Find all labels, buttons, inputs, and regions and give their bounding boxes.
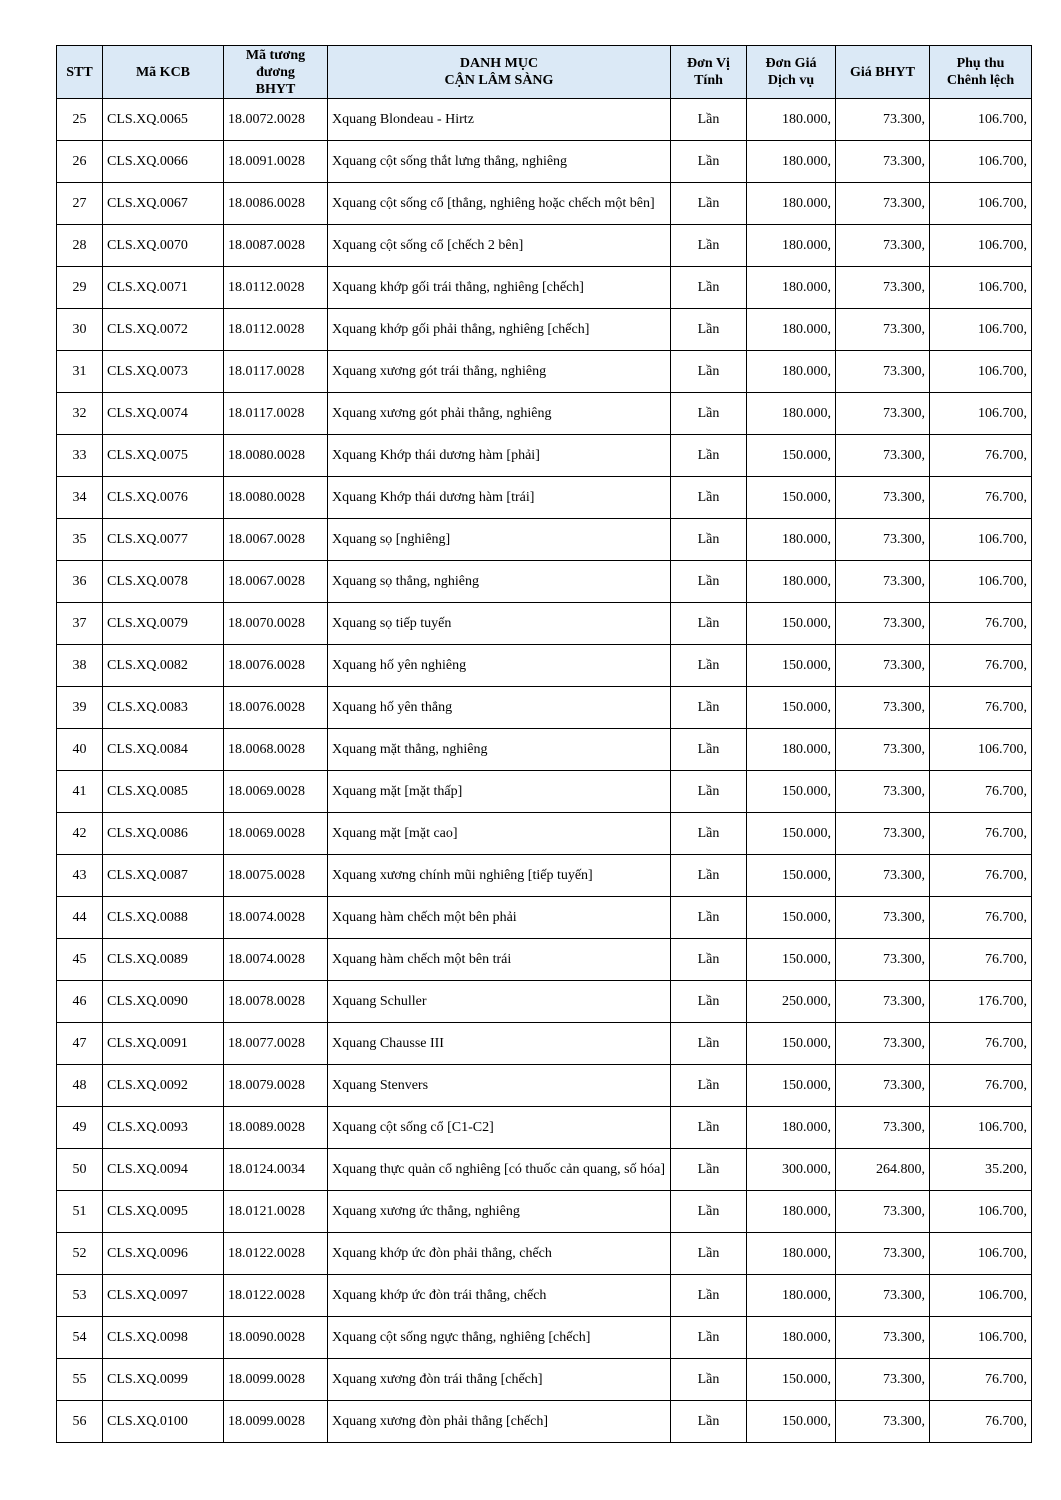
cell-stt: 31 <box>57 351 103 393</box>
cell-don-gia: 150.000, <box>747 939 836 981</box>
cell-stt: 54 <box>57 1317 103 1359</box>
table-row <box>57 1023 1032 1065</box>
header-don-vi: Đơn Vị Tính <box>671 46 747 99</box>
cell-ma-kcb: CLS.XQ.0079 <box>103 603 224 645</box>
cell-stt: 35 <box>57 519 103 561</box>
cell-phu-thu: 106.700, <box>930 267 1032 309</box>
cell-danh-muc: Xquang Stenvers <box>328 1065 671 1107</box>
table-row <box>57 99 1032 141</box>
cell-phu-thu: 106.700, <box>930 519 1032 561</box>
cell-phu-thu: 106.700, <box>930 1317 1032 1359</box>
cell-don-vi: Lần <box>671 561 747 603</box>
cell-don-gia: 150.000, <box>747 1401 836 1443</box>
cell-ma-kcb: CLS.XQ.0099 <box>103 1359 224 1401</box>
cell-ma-bhyt: 18.0121.0028 <box>224 1191 328 1233</box>
table-row <box>57 645 1032 687</box>
cell-gia-bhyt: 73.300, <box>836 141 930 183</box>
cell-ma-kcb: CLS.XQ.0073 <box>103 351 224 393</box>
cell-danh-muc: Xquang xương đòn phải thẳng [chếch] <box>328 1401 671 1443</box>
cell-ma-bhyt: 18.0087.0028 <box>224 225 328 267</box>
cell-ma-kcb: CLS.XQ.0067 <box>103 183 224 225</box>
cell-don-vi: Lần <box>671 1359 747 1401</box>
cell-phu-thu: 76.700, <box>930 813 1032 855</box>
cell-stt: 32 <box>57 393 103 435</box>
cell-ma-bhyt: 18.0080.0028 <box>224 477 328 519</box>
cell-ma-bhyt: 18.0074.0028 <box>224 897 328 939</box>
cell-phu-thu: 106.700, <box>930 99 1032 141</box>
cell-gia-bhyt: 73.300, <box>836 99 930 141</box>
cell-stt: 29 <box>57 267 103 309</box>
price-table <box>56 45 1032 1443</box>
cell-gia-bhyt: 264.800, <box>836 1149 930 1191</box>
cell-don-gia: 150.000, <box>747 603 836 645</box>
cell-gia-bhyt: 73.300, <box>836 855 930 897</box>
cell-ma-bhyt: 18.0112.0028 <box>224 267 328 309</box>
cell-danh-muc: Xquang thực quản cổ nghiêng [có thuốc cản quang, số hóa] <box>328 1149 671 1191</box>
cell-phu-thu: 106.700, <box>930 309 1032 351</box>
cell-danh-muc: Xquang hố yên thẳng <box>328 687 671 729</box>
cell-stt: 38 <box>57 645 103 687</box>
cell-gia-bhyt: 73.300, <box>836 1191 930 1233</box>
cell-ma-kcb: CLS.XQ.0075 <box>103 435 224 477</box>
cell-ma-kcb: CLS.XQ.0082 <box>103 645 224 687</box>
table-row <box>57 1149 1032 1191</box>
cell-danh-muc: Xquang khớp ức đòn phải thẳng, chếch <box>328 1233 671 1275</box>
table-row <box>57 813 1032 855</box>
cell-don-vi: Lần <box>671 1275 747 1317</box>
cell-phu-thu: 76.700, <box>930 771 1032 813</box>
cell-ma-bhyt: 18.0112.0028 <box>224 309 328 351</box>
cell-danh-muc: Xquang mặt [mặt cao] <box>328 813 671 855</box>
cell-danh-muc: Xquang Khớp thái dương hàm [phải] <box>328 435 671 477</box>
cell-don-vi: Lần <box>671 771 747 813</box>
cell-phu-thu: 106.700, <box>930 729 1032 771</box>
cell-ma-kcb: CLS.XQ.0074 <box>103 393 224 435</box>
cell-phu-thu: 106.700, <box>930 1233 1032 1275</box>
cell-don-vi: Lần <box>671 981 747 1023</box>
cell-don-vi: Lần <box>671 435 747 477</box>
cell-phu-thu: 106.700, <box>930 1107 1032 1149</box>
cell-ma-kcb: CLS.XQ.0078 <box>103 561 224 603</box>
table-row <box>57 855 1032 897</box>
cell-stt: 42 <box>57 813 103 855</box>
cell-ma-bhyt: 18.0079.0028 <box>224 1065 328 1107</box>
header-danh-muc: DANH MỤC CẬN LÂM SÀNG <box>328 46 671 99</box>
table-row <box>57 1401 1032 1443</box>
cell-don-vi: Lần <box>671 897 747 939</box>
cell-ma-kcb: CLS.XQ.0095 <box>103 1191 224 1233</box>
cell-danh-muc: Xquang khớp gối trái thẳng, nghiêng [chếch] <box>328 267 671 309</box>
cell-danh-muc: Xquang sọ tiếp tuyến <box>328 603 671 645</box>
cell-stt: 48 <box>57 1065 103 1107</box>
cell-don-gia: 300.000, <box>747 1149 836 1191</box>
header-phu-thu: Phụ thu Chênh lệch <box>930 46 1032 99</box>
cell-stt: 41 <box>57 771 103 813</box>
cell-ma-bhyt: 18.0117.0028 <box>224 351 328 393</box>
cell-stt: 45 <box>57 939 103 981</box>
cell-danh-muc: Xquang mặt [mặt thấp] <box>328 771 671 813</box>
cell-ma-bhyt: 18.0086.0028 <box>224 183 328 225</box>
table-row <box>57 1107 1032 1149</box>
cell-don-vi: Lần <box>671 645 747 687</box>
cell-don-gia: 250.000, <box>747 981 836 1023</box>
cell-danh-muc: Xquang khớp gối phải thẳng, nghiêng [chếch] <box>328 309 671 351</box>
cell-stt: 52 <box>57 1233 103 1275</box>
table-row <box>57 897 1032 939</box>
cell-ma-bhyt: 18.0099.0028 <box>224 1359 328 1401</box>
cell-ma-bhyt: 18.0069.0028 <box>224 813 328 855</box>
cell-stt: 46 <box>57 981 103 1023</box>
cell-danh-muc: Xquang cột sống cổ [thẳng, nghiêng hoặc chếch một bên] <box>328 183 671 225</box>
cell-phu-thu: 76.700, <box>930 435 1032 477</box>
cell-ma-bhyt: 18.0122.0028 <box>224 1233 328 1275</box>
cell-don-vi: Lần <box>671 1065 747 1107</box>
table-row <box>57 393 1032 435</box>
cell-ma-kcb: CLS.XQ.0096 <box>103 1233 224 1275</box>
cell-don-gia: 180.000, <box>747 225 836 267</box>
cell-ma-bhyt: 18.0089.0028 <box>224 1107 328 1149</box>
cell-ma-bhyt: 18.0068.0028 <box>224 729 328 771</box>
cell-stt: 36 <box>57 561 103 603</box>
cell-phu-thu: 106.700, <box>930 1275 1032 1317</box>
cell-ma-bhyt: 18.0080.0028 <box>224 435 328 477</box>
cell-phu-thu: 76.700, <box>930 603 1032 645</box>
table-row <box>57 771 1032 813</box>
header-stt: STT <box>57 46 103 99</box>
cell-ma-bhyt: 18.0074.0028 <box>224 939 328 981</box>
table-row <box>57 1065 1032 1107</box>
cell-danh-muc: Xquang Chausse III <box>328 1023 671 1065</box>
cell-don-gia: 180.000, <box>747 1191 836 1233</box>
cell-gia-bhyt: 73.300, <box>836 351 930 393</box>
cell-danh-muc: Xquang xương gót trái thẳng, nghiêng <box>328 351 671 393</box>
cell-stt: 40 <box>57 729 103 771</box>
cell-stt: 26 <box>57 141 103 183</box>
cell-danh-muc: Xquang xương ức thẳng, nghiêng <box>328 1191 671 1233</box>
cell-ma-bhyt: 18.0067.0028 <box>224 561 328 603</box>
cell-phu-thu: 106.700, <box>930 225 1032 267</box>
cell-stt: 33 <box>57 435 103 477</box>
table-row <box>57 267 1032 309</box>
cell-gia-bhyt: 73.300, <box>836 771 930 813</box>
header-row <box>57 46 1032 99</box>
table-row <box>57 141 1032 183</box>
cell-ma-kcb: CLS.XQ.0093 <box>103 1107 224 1149</box>
cell-ma-bhyt: 18.0075.0028 <box>224 855 328 897</box>
cell-ma-bhyt: 18.0091.0028 <box>224 141 328 183</box>
cell-gia-bhyt: 73.300, <box>836 561 930 603</box>
cell-ma-kcb: CLS.XQ.0090 <box>103 981 224 1023</box>
table-row <box>57 1359 1032 1401</box>
cell-don-vi: Lần <box>671 351 747 393</box>
cell-don-vi: Lần <box>671 477 747 519</box>
cell-ma-bhyt: 18.0070.0028 <box>224 603 328 645</box>
cell-ma-kcb: CLS.XQ.0084 <box>103 729 224 771</box>
cell-phu-thu: 76.700, <box>930 1023 1032 1065</box>
cell-ma-kcb: CLS.XQ.0098 <box>103 1317 224 1359</box>
cell-danh-muc: Xquang mặt thẳng, nghiêng <box>328 729 671 771</box>
cell-ma-kcb: CLS.XQ.0083 <box>103 687 224 729</box>
cell-danh-muc: Xquang hố yên nghiêng <box>328 645 671 687</box>
cell-don-gia: 180.000, <box>747 351 836 393</box>
cell-ma-bhyt: 18.0124.0034 <box>224 1149 328 1191</box>
cell-phu-thu: 76.700, <box>930 687 1032 729</box>
cell-ma-bhyt: 18.0067.0028 <box>224 519 328 561</box>
table-row <box>57 729 1032 771</box>
cell-stt: 55 <box>57 1359 103 1401</box>
table-body <box>57 99 1032 1443</box>
cell-stt: 25 <box>57 99 103 141</box>
cell-gia-bhyt: 73.300, <box>836 1401 930 1443</box>
header-gia-bhyt: Giá BHYT <box>836 46 930 99</box>
table-row <box>57 1191 1032 1233</box>
cell-phu-thu: 76.700, <box>930 1065 1032 1107</box>
cell-don-vi: Lần <box>671 603 747 645</box>
cell-don-gia: 180.000, <box>747 99 836 141</box>
cell-gia-bhyt: 73.300, <box>836 603 930 645</box>
table-row <box>57 1317 1032 1359</box>
cell-ma-kcb: CLS.XQ.0091 <box>103 1023 224 1065</box>
cell-don-vi: Lần <box>671 141 747 183</box>
cell-ma-kcb: CLS.XQ.0072 <box>103 309 224 351</box>
cell-don-vi: Lần <box>671 225 747 267</box>
cell-stt: 44 <box>57 897 103 939</box>
cell-danh-muc: Xquang cột sống cổ [chếch 2 bên] <box>328 225 671 267</box>
cell-ma-kcb: CLS.XQ.0070 <box>103 225 224 267</box>
cell-don-gia: 150.000, <box>747 813 836 855</box>
cell-gia-bhyt: 73.300, <box>836 1275 930 1317</box>
cell-danh-muc: Xquang xương gót phải thẳng, nghiêng <box>328 393 671 435</box>
cell-don-gia: 150.000, <box>747 1359 836 1401</box>
cell-gia-bhyt: 73.300, <box>836 225 930 267</box>
cell-don-vi: Lần <box>671 1401 747 1443</box>
cell-ma-kcb: CLS.XQ.0085 <box>103 771 224 813</box>
cell-danh-muc: Xquang cột sống ngực thẳng, nghiêng [chếch] <box>328 1317 671 1359</box>
cell-ma-bhyt: 18.0076.0028 <box>224 645 328 687</box>
cell-ma-bhyt: 18.0078.0028 <box>224 981 328 1023</box>
cell-stt: 39 <box>57 687 103 729</box>
table-row <box>57 981 1032 1023</box>
cell-don-gia: 150.000, <box>747 477 836 519</box>
cell-gia-bhyt: 73.300, <box>836 519 930 561</box>
cell-don-gia: 150.000, <box>747 1023 836 1065</box>
cell-ma-kcb: CLS.XQ.0100 <box>103 1401 224 1443</box>
cell-gia-bhyt: 73.300, <box>836 477 930 519</box>
table-row <box>57 939 1032 981</box>
cell-danh-muc: Xquang sọ thẳng, nghiêng <box>328 561 671 603</box>
cell-don-gia: 180.000, <box>747 1107 836 1149</box>
cell-don-gia: 180.000, <box>747 561 836 603</box>
cell-ma-kcb: CLS.XQ.0094 <box>103 1149 224 1191</box>
table-row <box>57 1233 1032 1275</box>
cell-don-vi: Lần <box>671 1107 747 1149</box>
cell-ma-bhyt: 18.0072.0028 <box>224 99 328 141</box>
cell-gia-bhyt: 73.300, <box>836 813 930 855</box>
cell-ma-kcb: CLS.XQ.0086 <box>103 813 224 855</box>
cell-stt: 53 <box>57 1275 103 1317</box>
cell-ma-bhyt: 18.0117.0028 <box>224 393 328 435</box>
cell-don-gia: 180.000, <box>747 519 836 561</box>
cell-phu-thu: 106.700, <box>930 351 1032 393</box>
cell-phu-thu: 106.700, <box>930 393 1032 435</box>
cell-don-gia: 180.000, <box>747 1275 836 1317</box>
cell-don-vi: Lần <box>671 267 747 309</box>
cell-stt: 47 <box>57 1023 103 1065</box>
cell-gia-bhyt: 73.300, <box>836 435 930 477</box>
cell-phu-thu: 76.700, <box>930 1359 1032 1401</box>
cell-gia-bhyt: 73.300, <box>836 981 930 1023</box>
cell-gia-bhyt: 73.300, <box>836 393 930 435</box>
cell-stt: 30 <box>57 309 103 351</box>
cell-ma-kcb: CLS.XQ.0088 <box>103 897 224 939</box>
cell-gia-bhyt: 73.300, <box>836 1359 930 1401</box>
table-row <box>57 351 1032 393</box>
cell-danh-muc: Xquang khớp ức đòn trái thẳng, chếch <box>328 1275 671 1317</box>
table-row <box>57 603 1032 645</box>
header-ma-bhyt: Mã tương đương BHYT <box>224 46 328 99</box>
cell-don-gia: 180.000, <box>747 309 836 351</box>
cell-ma-kcb: CLS.XQ.0089 <box>103 939 224 981</box>
cell-don-vi: Lần <box>671 939 747 981</box>
cell-phu-thu: 76.700, <box>930 897 1032 939</box>
table-row <box>57 561 1032 603</box>
cell-gia-bhyt: 73.300, <box>836 1065 930 1107</box>
cell-danh-muc: Xquang cột sống thắt lưng thẳng, nghiêng <box>328 141 671 183</box>
cell-gia-bhyt: 73.300, <box>836 939 930 981</box>
cell-don-gia: 180.000, <box>747 183 836 225</box>
cell-ma-bhyt: 18.0122.0028 <box>224 1275 328 1317</box>
cell-phu-thu: 176.700, <box>930 981 1032 1023</box>
cell-ma-kcb: CLS.XQ.0097 <box>103 1275 224 1317</box>
cell-don-vi: Lần <box>671 813 747 855</box>
cell-gia-bhyt: 73.300, <box>836 309 930 351</box>
cell-phu-thu: 106.700, <box>930 183 1032 225</box>
cell-phu-thu: 76.700, <box>930 645 1032 687</box>
cell-phu-thu: 106.700, <box>930 1191 1032 1233</box>
cell-ma-bhyt: 18.0099.0028 <box>224 1401 328 1443</box>
cell-phu-thu: 106.700, <box>930 141 1032 183</box>
cell-don-gia: 180.000, <box>747 1317 836 1359</box>
cell-stt: 43 <box>57 855 103 897</box>
table-row <box>57 519 1032 561</box>
cell-gia-bhyt: 73.300, <box>836 267 930 309</box>
cell-don-gia: 180.000, <box>747 141 836 183</box>
table-row <box>57 309 1032 351</box>
cell-don-vi: Lần <box>671 1317 747 1359</box>
cell-don-vi: Lần <box>671 309 747 351</box>
cell-phu-thu: 106.700, <box>930 561 1032 603</box>
cell-stt: 28 <box>57 225 103 267</box>
cell-don-gia: 150.000, <box>747 645 836 687</box>
cell-don-vi: Lần <box>671 1191 747 1233</box>
cell-ma-bhyt: 18.0077.0028 <box>224 1023 328 1065</box>
cell-gia-bhyt: 73.300, <box>836 729 930 771</box>
cell-don-vi: Lần <box>671 99 747 141</box>
cell-don-vi: Lần <box>671 687 747 729</box>
cell-danh-muc: Xquang xương chính mũi nghiêng [tiếp tuyến] <box>328 855 671 897</box>
cell-ma-kcb: CLS.XQ.0087 <box>103 855 224 897</box>
cell-don-gia: 150.000, <box>747 687 836 729</box>
table-row <box>57 435 1032 477</box>
cell-gia-bhyt: 73.300, <box>836 1107 930 1149</box>
cell-ma-kcb: CLS.XQ.0066 <box>103 141 224 183</box>
cell-don-vi: Lần <box>671 1023 747 1065</box>
table-row <box>57 687 1032 729</box>
cell-stt: 49 <box>57 1107 103 1149</box>
cell-phu-thu: 35.200, <box>930 1149 1032 1191</box>
cell-don-vi: Lần <box>671 183 747 225</box>
cell-ma-bhyt: 18.0090.0028 <box>224 1317 328 1359</box>
cell-danh-muc: Xquang Khớp thái dương hàm [trái] <box>328 477 671 519</box>
cell-don-gia: 150.000, <box>747 855 836 897</box>
cell-don-gia: 150.000, <box>747 771 836 813</box>
cell-danh-muc: Xquang cột sống cổ [C1-C2] <box>328 1107 671 1149</box>
cell-don-vi: Lần <box>671 855 747 897</box>
cell-don-vi: Lần <box>671 393 747 435</box>
cell-ma-kcb: CLS.XQ.0092 <box>103 1065 224 1107</box>
cell-gia-bhyt: 73.300, <box>836 645 930 687</box>
cell-don-gia: 180.000, <box>747 729 836 771</box>
cell-don-gia: 150.000, <box>747 897 836 939</box>
cell-don-vi: Lần <box>671 729 747 771</box>
cell-gia-bhyt: 73.300, <box>836 1233 930 1275</box>
cell-ma-kcb: CLS.XQ.0071 <box>103 267 224 309</box>
cell-danh-muc: Xquang hàm chếch một bên phải <box>328 897 671 939</box>
cell-ma-kcb: CLS.XQ.0076 <box>103 477 224 519</box>
cell-ma-bhyt: 18.0069.0028 <box>224 771 328 813</box>
cell-ma-kcb: CLS.XQ.0065 <box>103 99 224 141</box>
table-row <box>57 477 1032 519</box>
cell-don-gia: 180.000, <box>747 1233 836 1275</box>
cell-danh-muc: Xquang Schuller <box>328 981 671 1023</box>
cell-don-gia: 180.000, <box>747 393 836 435</box>
cell-phu-thu: 76.700, <box>930 855 1032 897</box>
cell-stt: 27 <box>57 183 103 225</box>
cell-stt: 51 <box>57 1191 103 1233</box>
cell-don-gia: 150.000, <box>747 1065 836 1107</box>
table-row <box>57 225 1032 267</box>
cell-gia-bhyt: 73.300, <box>836 687 930 729</box>
header-ma-kcb: Mã KCB <box>103 46 224 99</box>
header-don-gia: Đơn Giá Dịch vụ <box>747 46 836 99</box>
cell-don-vi: Lần <box>671 1233 747 1275</box>
cell-danh-muc: Xquang sọ [nghiêng] <box>328 519 671 561</box>
cell-stt: 34 <box>57 477 103 519</box>
cell-phu-thu: 76.700, <box>930 477 1032 519</box>
cell-danh-muc: Xquang xương đòn trái thẳng [chếch] <box>328 1359 671 1401</box>
cell-don-vi: Lần <box>671 1149 747 1191</box>
cell-phu-thu: 76.700, <box>930 1401 1032 1443</box>
cell-gia-bhyt: 73.300, <box>836 897 930 939</box>
cell-ma-kcb: CLS.XQ.0077 <box>103 519 224 561</box>
cell-phu-thu: 76.700, <box>930 939 1032 981</box>
cell-ma-bhyt: 18.0076.0028 <box>224 687 328 729</box>
cell-danh-muc: Xquang hàm chếch một bên trái <box>328 939 671 981</box>
cell-don-vi: Lần <box>671 519 747 561</box>
table-row <box>57 183 1032 225</box>
cell-danh-muc: Xquang Blondeau - Hirtz <box>328 99 671 141</box>
cell-gia-bhyt: 73.300, <box>836 1317 930 1359</box>
table-row <box>57 1275 1032 1317</box>
cell-gia-bhyt: 73.300, <box>836 1023 930 1065</box>
cell-stt: 37 <box>57 603 103 645</box>
cell-gia-bhyt: 73.300, <box>836 183 930 225</box>
cell-don-gia: 180.000, <box>747 267 836 309</box>
cell-don-gia: 150.000, <box>747 435 836 477</box>
cell-stt: 56 <box>57 1401 103 1443</box>
cell-stt: 50 <box>57 1149 103 1191</box>
